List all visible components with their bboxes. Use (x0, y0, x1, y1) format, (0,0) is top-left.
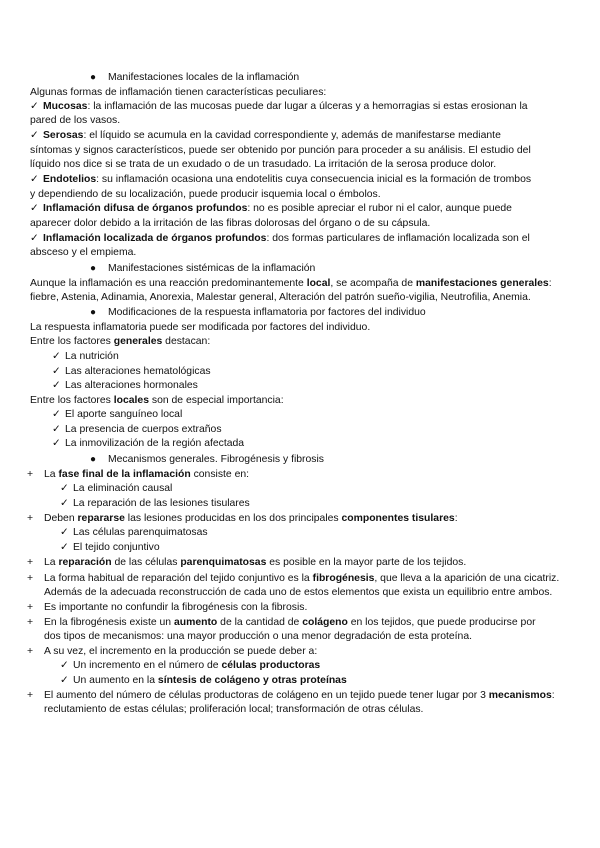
paragraph-aumento-colageno: En la fibrogénesis existe un aumento de la cantidad de colágeno en los tejidos, que puede producirse por (44, 617, 536, 628)
check-icon: ✓ (52, 351, 61, 362)
check-icon: ✓ (60, 660, 69, 671)
item-endotelios: ✓ Endotelios: su inflamación ocasiona una endotelitis cuya consecuencia inicial es la formación de trombos (30, 173, 531, 188)
list-item: ✓ La nutrición (52, 350, 119, 365)
bullet-icon: ● (90, 72, 97, 83)
list-item: ✓ Un aumento en la síntesis de colágeno y otras proteínas (60, 674, 347, 689)
plus-icon: + (27, 573, 34, 584)
check-icon: ✓ (30, 174, 39, 185)
bullet-icon: ● (90, 263, 97, 274)
list-item: ✓ La inmovilización de la región afectada (52, 437, 244, 452)
check-icon: ✓ (52, 409, 61, 420)
item-localizada-cont: absceso y el empiema. (30, 247, 137, 258)
check-icon: ✓ (60, 498, 69, 509)
bullet-icon: ● (90, 454, 97, 465)
plus-icon: + (27, 690, 34, 701)
item-mucosas-cont: pared de los vasos. (30, 115, 121, 126)
paragraph-aumento-colageno-cont: dos tipos de mecanismos: una mayor producción o una menor degradación de esta proteína. (44, 631, 473, 642)
item-endotelios-cont: y dependiendo de su localización, puede producir isquemia local o émbolos. (30, 189, 381, 200)
item-mucosas: ✓ Mucosas: la inflamación de las mucosas puede dar lugar a úlceras y a hemorragias si estas erosionan la (30, 100, 528, 115)
paragraph-fibrogenesis: La forma habitual de reparación del tejido conjuntivo es la fibrogénesis, que lleva a la aparición de una cicatriz. (44, 573, 560, 584)
item-serosas-cont: líquido nos dice si se trata de un exudado o de un trasudado. La irritación de la serosa produce dolor. (30, 159, 497, 170)
section-heading-sistemicas: Manifestaciones sistémicas de la inflamación (108, 263, 316, 274)
list-item: ✓ El tejido conjuntivo (60, 541, 160, 556)
paragraph-mecanismos: El aumento del número de células productoras de colágeno en un tejido puede tener lugar por 3 mecanismos: (44, 690, 555, 701)
plus-icon: + (27, 513, 34, 524)
list-item: ✓ La presencia de cuerpos extraños (52, 423, 222, 438)
check-icon: ✓ (30, 130, 39, 141)
list-item: ✓ La reparación de las lesiones tisulares (60, 497, 250, 512)
item-serosas-cont: síntomas y signos característicos, puede ser obtenido por punción para proceder a su análisis. El estudio del (30, 145, 531, 156)
plus-icon: + (27, 469, 34, 480)
list-item: ✓ El aporte sanguíneo local (52, 408, 182, 423)
list-item: ✓ Las alteraciones hematológicas (52, 365, 211, 380)
section-heading-modificaciones: Modificaciones de la respuesta inflamatoria por factores del individuo (108, 307, 426, 318)
paragraph-modificaciones: La respuesta inflamatoria puede ser modificada por factores del individuo. (30, 322, 371, 333)
paragraph-generales: Entre los factores generales destacan: (30, 336, 211, 347)
plus-icon: + (27, 617, 34, 628)
paragraph-sistemicas-cont: fiebre, Astenia, Adinamia, Anorexia, Malestar general, Alteración del patrón sueño-vigilia, Neutrofilia, Anemia. (30, 292, 531, 303)
plus-icon: + (27, 557, 34, 568)
check-icon: ✓ (60, 542, 69, 553)
paragraph-locales: Entre los factores locales son de especial importancia: (30, 395, 284, 406)
bullet-icon: ● (90, 307, 97, 318)
paragraph-fibrogenesis-cont: Además de la adecuada reconstrucción de cada uno de estos elementos que exista un equilibrio entre ambos. (44, 587, 553, 598)
check-icon: ✓ (60, 527, 69, 538)
list-item: ✓ Las alteraciones hormonales (52, 379, 198, 394)
plus-icon: + (27, 602, 34, 613)
check-icon: ✓ (30, 101, 39, 112)
check-icon: ✓ (52, 380, 61, 391)
paragraph-reparar: Deben repararse las lesiones producidas en los dos principales componentes tisulares: (44, 513, 458, 524)
item-difusa: ✓ Inflamación difusa de órganos profundos: no es posible apreciar el rubor ni el calor, aunque puede (30, 202, 512, 217)
plus-icon: + (27, 646, 34, 657)
check-icon: ✓ (52, 438, 61, 449)
paragraph-sistemicas: Aunque la inflamación es una reacción predominantemente local, se acompaña de manifestaciones generales: (30, 278, 552, 289)
check-icon: ✓ (30, 233, 39, 244)
item-difusa-cont: aparecer dolor debido a la irritación de las fibras dolorosas del órgano o de su cápsula. (30, 218, 431, 229)
section-heading-mecanismos: Mecanismos generales. Fibrogénesis y fibrosis (108, 454, 324, 465)
paragraph-mecanismos-cont: reclutamiento de estas células; proliferación local; transformación de otras células. (44, 704, 424, 715)
check-icon: ✓ (60, 675, 69, 686)
paragraph-intro: Algunas formas de inflamación tienen características peculiares: (30, 87, 327, 98)
item-localizada: ✓ Inflamación localizada de órganos profundos: dos formas particulares de inflamación localizada son el (30, 232, 530, 247)
item-serosas: ✓ Serosas: el líquido se acumula en la cavidad correspondiente y, además de manifestarse mediante (30, 129, 501, 144)
paragraph-fase-final: La fase final de la inflamación consiste en: (44, 469, 250, 480)
list-item: ✓ La eliminación causal (60, 482, 172, 497)
section-heading-local: Manifestaciones locales de la inflamación (108, 72, 300, 83)
check-icon: ✓ (52, 366, 61, 377)
paragraph-incremento: A su vez, el incremento en la producción se puede deber a: (44, 646, 318, 657)
check-icon: ✓ (52, 424, 61, 435)
list-item: ✓ Las células parenquimatosas (60, 526, 208, 541)
check-icon: ✓ (30, 203, 39, 214)
check-icon: ✓ (60, 483, 69, 494)
paragraph-reparacion: La reparación de las células parenquimatosas es posible en la mayor parte de los tejidos. (44, 557, 467, 568)
list-item: ✓ Un incremento en el número de células productoras (60, 659, 320, 674)
paragraph-no-confundir: Es importante no confundir la fibrogénesis con la fibrosis. (44, 602, 308, 613)
